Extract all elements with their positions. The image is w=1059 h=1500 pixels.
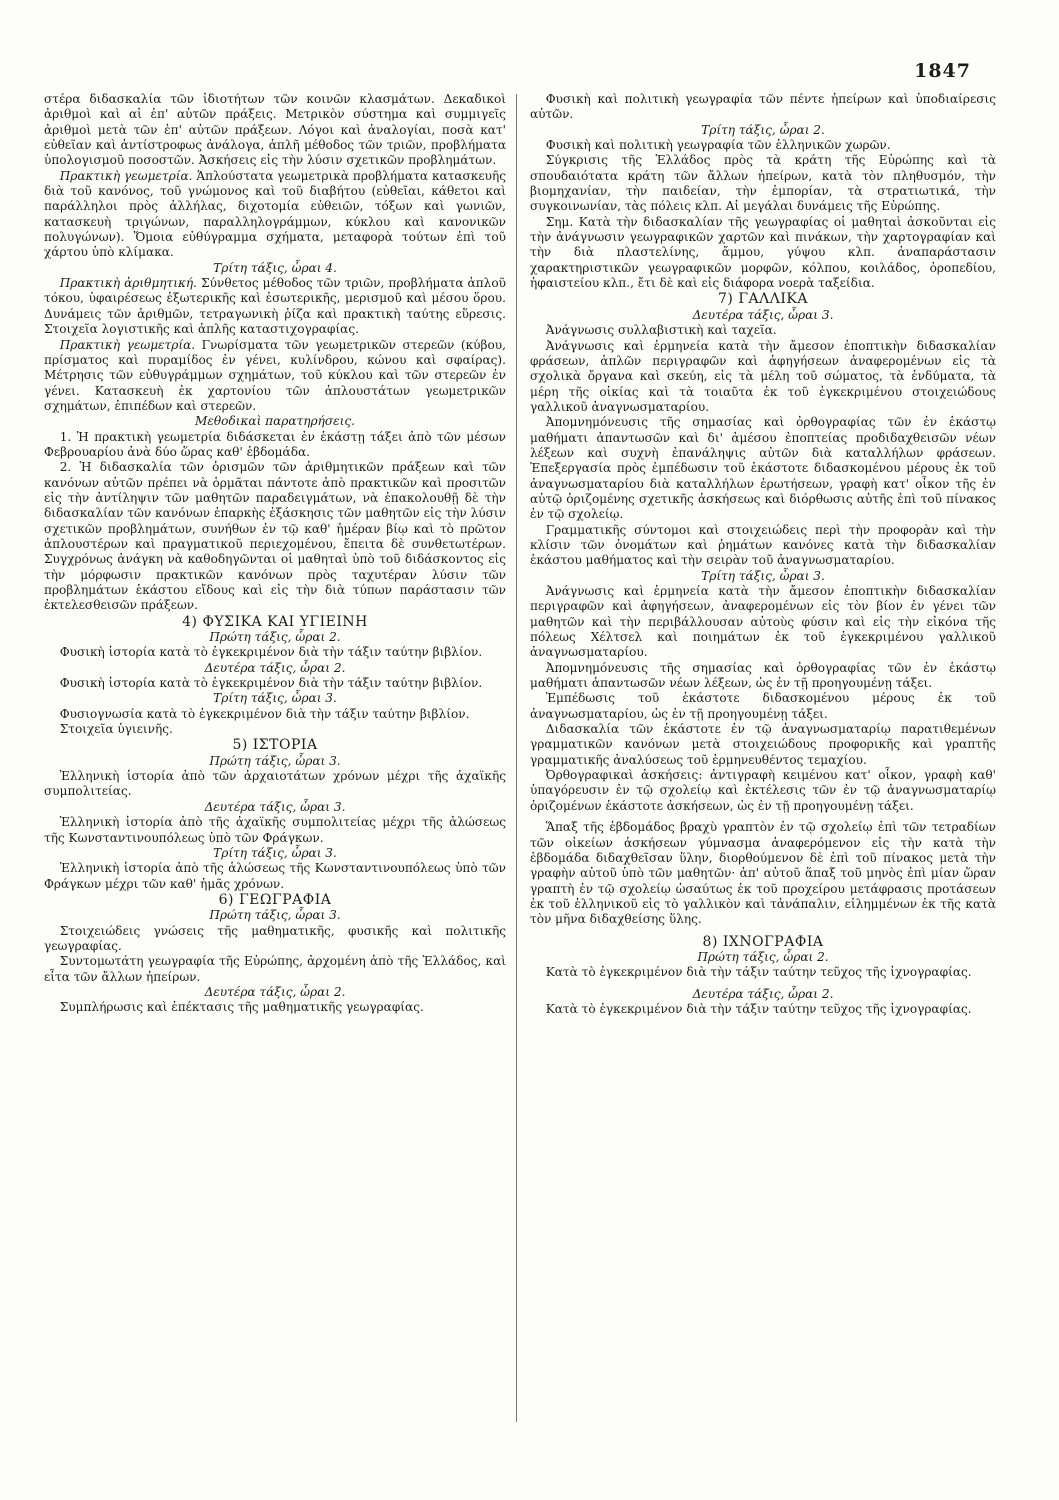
- paragraph: Κατὰ τὸ ἐγκεκριμένον διὰ τὴν τάξιν ταύτην τεῦχος τῆς ἰχνογραφίας.: [545, 965, 972, 980]
- paragraph: Ἑλληνικὴ ἱστορία ἀπὸ τῆς ἁλώσεως τῆς Κωνσταντινουπόλεως ὑπὸ τῶν Φράγκων μέχρι τῶν καθ' ἡμᾶς χρόνων.: [44, 861, 506, 891]
- paragraph: Φυσικὴ καὶ πολιτικὴ γεωγραφία τῶν ἑλληνικῶν χωρῶν.: [545, 138, 891, 153]
- paragraph: Στοιχεῖα ὑγιεινῆς.: [59, 722, 173, 737]
- class-heading: Δευτέρα τάξις, ὧραι 2.: [692, 986, 834, 1001]
- paragraph: Φυσικὴ ἱστορία κατὰ τὸ ἐγκεκριμένον διὰ τὴν τάξιν ταύτην βιβλίον.: [59, 645, 483, 660]
- paragraph-text: Ἁπλούστατα γεωμετρικὰ προβλήματα κατασκευῆς διὰ τοῦ κανόνος, τοῦ γνώμονος καὶ τοῦ διαβήτου (εὐθεῖαι, κάθετοι καὶ παράλληλοι πρὸς ἀλλήλας, διχοτομία εὐθειῶν, τόξων καὶ γωνιῶν, κατασκευὴ τριγώνων, παραλληλογράμμων, κύκλου καὶ κανονικῶν πολυγώνων). Ὅμοια εὐθύγραμμα σχήματα, μεταφορὰ τούτων ἐπὶ τοῦ χάρτου ὑπὸ κλίμακα.: [44, 168, 506, 260]
- class-heading: Πρώτη τάξις, ὧραι 2.: [209, 630, 341, 645]
- class-heading: Τρίτη τάξις, ὧραι 3.: [701, 568, 825, 583]
- paragraph: Ἀνάγνωσις καὶ ἑρμηνεία κατὰ τὴν ἄμεσον ἐποπτικὴν διδασκαλίαν φράσεων, ἁπλῶν περιγραφῶν καὶ ἀφηγήσεων ἀναφερομένων εἰς τὰ σχολικὰ ὄργανα καὶ σκεύη, εἰς τὰ μέλη τοῦ σώματος, τὰ ἐνδύματα, τὰ μέρη τῆς οἰκίας καὶ τὰ τοιαῦτα ἐκ τοῦ ἐγκεκριμένου στοιχειώδους γαλλικοῦ ἀναγνωσματαρίου.: [530, 338, 996, 414]
- subsection-heading: Μεθοδικαὶ παρατηρήσεις.: [195, 414, 355, 429]
- paragraph: Γραμματικῆς σύντομοι καὶ στοιχειώδεις περὶ τὴν προφορὰν καὶ τὴν κλίσιν τῶν ὀνομάτων καὶ ῥημάτων κανόνες κατὰ τὴν διδασκαλίαν ἑκάστου μαθήματος καὶ τὴν σειρὰν τοῦ ἀναγνωσματαρίου.: [530, 522, 996, 568]
- left-column: [44, 92, 506, 1016]
- paragraph-text: Γνωρίσματα τῶν γεωμετρικῶν στερεῶν (κύβου, πρίσματος καὶ πυραμίδος ἐν γένει, κυλίνδρου, κώνου καὶ σφαίρας). Μέτρησις τῶν εὐθυγράμμων σχημάτων, τοῦ κύκλου καὶ τῶν στερεῶν ἐν γένει. Κατασκευὴ ἐκ χαρτονίου τῶν ἁπλουστάτων γεωμετρικῶν σχημάτων, ἐπιπέδων καὶ στερεῶν.: [44, 337, 506, 413]
- class-heading: Τρίτη τάξις, ὧραι 2.: [701, 122, 825, 137]
- class-heading: Δευτέρα τάξις, ὧραι 3.: [692, 307, 834, 322]
- paragraph: Ἐμπέδωσις τοῦ ἑκάστοτε διδασκομένου μέρους ἐκ τοῦ ἀναγνωσματαρίου, ὡς ἐν τῇ προηγουμένῃ τάξει.: [530, 691, 996, 721]
- paragraph-title: Πρακτικὴ ἀριθμητική.: [59, 276, 197, 291]
- section-heading: 8) ΙΧΝΟΓΡΑΦΙΑ: [702, 933, 824, 950]
- class-heading: Δευτέρα τάξις, ὧραι 3.: [204, 799, 346, 814]
- paragraph: Ἑλληνικὴ ἱστορία ἀπὸ τῶν ἀρχαιοτάτων χρόνων μέχρι τῆς ἀχαϊκῆς συμπολιτείας.: [44, 769, 506, 799]
- section-heading: 5) ΙΣΤΟΡΙΑ: [232, 737, 318, 754]
- section-heading: 6) ΓΕΩΓΡΑΦΙΑ: [218, 891, 332, 908]
- class-heading: Τρίτη τάξις, ὧραι 3.: [213, 691, 337, 706]
- paragraph: Φυσικὴ ἱστορία κατὰ τὸ ἐγκεκριμένον διὰ τὴν τάξιν ταύτην βιβλίον.: [59, 676, 483, 691]
- paragraph: [44, 169, 506, 261]
- paragraph: Ἀπομνημόνευσις τῆς σημασίας καὶ ὀρθογραφίας τῶν ἐν ἑκάστῳ μαθήματι ἀπαντωσῶν καὶ δι' ἀμέσου ἐποπτείας προδιδαχθεισῶν νέων λέξεων καὶ συχνὴ ἐπανάληψις αὐτῶν διὰ καταλλήλων φράσεων. Ἐπεξεργασία πρὸς ἐμπέδωσιν τοῦ ἑκάστοτε διδασκομένου μέρους ἐκ τοῦ ἀναγνωσματαρίου διὰ καταλλήλων ἐρωτήσεων, γραφὴ κατ' οἶκον τῆς ἐν αὐτῷ ὁριζομένης σχετικῆς ἀσκήσεως καὶ διόρθωσις αὐτῆς ἐπὶ τοῦ πίνακος ἐν τῷ σχολείῳ.: [530, 415, 996, 522]
- paragraph: Κατὰ τὸ ἐγκεκριμένον διὰ τὴν τάξιν ταύτην τεῦχος τῆς ἰχνογραφίας.: [545, 1001, 972, 1016]
- paragraph: Διδασκαλία τῶν ἑκάστοτε ἐν τῷ ἀναγνωσματαρίῳ παρατιθεμένων γραμματικῶν κανόνων μετὰ στοιχειώδους προφορικῆς καὶ γραπτῆς γραμματικῆς ἀναλύσεως τοῦ ἑρμηνευθέντος τεμαχίου.: [530, 722, 996, 767]
- paragraph: Συντομωτάτη γεωγραφία τῆς Εὐρώπης, ἀρχομένη ἀπὸ τῆς Ἑλλάδος, καὶ εἶτα τῶν ἄλλων ἠπείρων.: [44, 954, 506, 984]
- paragraph: Ἅπαξ τῆς ἑβδομάδος βραχὺ γραπτὸν ἐν τῷ σχολείῳ ἐπὶ τῶν τετραδίων τῶν οἰκείων ἀσκήσεων γύμνασμα ἀναφερόμενον εἰς τὴν κατὰ τὴν ἑβδομάδα διδαχθεῖσαν ὕλην, διορθούμενον δὲ ἐπὶ τοῦ πίνακος μετὰ τὴν γραφὴν αὐτοῦ ὑπὸ τῶν μαθητῶν· ἀπ' αὐτοῦ ἅπαξ τοῦ μηνὸς ἐπὶ μίαν ὥραν γραπτὴ ἐν τῷ σχολείῳ ὡσαύτως ἐκ τοῦ προχείρου μετάφρασις προτάσεων ἐκ τοῦ ἑλληνικοῦ εἰς τὸ γαλλικὸν καὶ τἀνάπαλιν, εἰλημμένων ἐκ τῆς κατὰ τὸν μῆνα διδαχθείσης ὕλης.: [530, 820, 996, 927]
- paragraph: Σύγκρισις τῆς Ἑλλάδος πρὸς τὰ κράτη τῆς Εὐρώπης καὶ τὰ σπουδαιότατα κράτη τῶν ἄλλων ἠπείρων, κατὰ τὸν πληθυσμόν, τὴν βιομηχανίαν, τὴν παιδείαν, τὴν ἐμπορίαν, τὰ στρατιωτικά, τὴν συγκοινωνίαν, τὰς πόλεις κλπ. Αἱ μεγάλαι δυνάμεις τῆς Εὐρώπης.: [530, 153, 996, 214]
- paragraph: 2. Ἡ διδασκαλία τῶν ὁρισμῶν τῶν ἀριθμητικῶν πράξεων καὶ τῶν κανόνων αὐτῶν πρέπει νὰ ὁρμᾶται πάντοτε ἀπὸ πρακτικῶν καὶ προσιτῶν εἰς τὴν ἀντίληψιν τῶν μαθητῶν παραδειγμάτων, νὰ ἐπακολουθῇ δὲ τὴν διδασκαλίαν τῶν κανόνων ἐπαρκὴς ἐξάσκησις τῶν μαθητῶν εἰς τὴν λύσιν σχετικῶν προβλημάτων, συνήθων ἐν τῷ καθ' ἡμέραν βίῳ καὶ τὸ πρῶτον ἁπλουστέρων καὶ πραγματικοῦ περιεχομένου, ἔπειτα δὲ συνθετωτέρων. Συγχρόνως ἀνάγκη νὰ καθοδηγῶνται οἱ μαθηταὶ ὑπὸ τοῦ διδάσκοντος εἰς τὴν μόρφωσιν πρακτικῶν κανόνων πρὸς ταχυτέραν λύσιν τῶν προβλημάτων ἑκάστου εἴδους καὶ εἰς τὴν διὰ τύπων παράστασιν τῶν ἐκτελεσθεισῶν πράξεων.: [44, 460, 506, 613]
- section-heading: 4) ΦΥΣΙΚΑ ΚΑΙ ΥΓΙΕΙΝΗ: [182, 613, 368, 630]
- class-heading: Πρώτη τάξις, ὧραι 3.: [209, 753, 341, 768]
- class-heading: Τρίτη τάξις, ὧραι 4.: [213, 260, 337, 275]
- paragraph-title: Πρακτικὴ γεωμετρία.: [59, 168, 193, 183]
- paragraph: [44, 338, 506, 415]
- note-paragraph: Σημ. Κατὰ τὴν διδασκαλίαν τῆς γεωγραφίας οἱ μαθηταὶ ἀσκοῦνται εἰς τὴν ἀνάγνωσιν γεωγραφικῶν χαρτῶν καὶ πινάκων, τὴν χαρτογραφίαν καὶ τὴν διὰ πλαστελίνης, ἄμμου, γύψου κλπ. ἀναπαράστασιν χαρακτηριστικῶν γεωγραφικῶν μορφῶν, κόλπου, κοιλάδος, ὀροπεδίου, ἡφαιστείου κλπ., ἔτι δὲ καὶ εἰς διάφορα νοερὰ ταξείδια.: [530, 214, 996, 291]
- page-number: 1847: [914, 60, 971, 82]
- paragraph: Ἀνάγνωσις καὶ ἑρμηνεία κατὰ τὴν ἄμεσον ἐποπτικὴν διδασκαλίαν περιγραφῶν καὶ ἀφηγήσεων, ἀναφερομένων εἰς τὸν βίον ἐν γένει τῶν μαθητῶν καὶ τὴν περιβάλλουσαν αὐτοὺς φύσιν καὶ εἰς τὴν εἰκόνα τῆς πόλεως Χέλτσελ καὶ ποιημάτων ἐκ τοῦ ἐγκεκριμένου γαλλικοῦ ἀναγνωσματαρίου.: [530, 584, 996, 660]
- class-heading: Δευτέρα τάξις, ὧραι 2.: [204, 984, 346, 999]
- class-heading: Πρώτη τάξις, ὧραι 3.: [209, 908, 341, 923]
- class-heading: Τρίτη τάξις, ὧραι 3.: [213, 845, 337, 860]
- class-heading: Δευτέρα τάξις, ὧραι 2.: [204, 660, 346, 675]
- column-divider: [516, 94, 517, 1422]
- paragraph: Συμπλήρωσις καὶ ἐπέκτασις τῆς μαθηματικῆς γεωγραφίας.: [59, 1000, 424, 1015]
- paragraph: Φυσιογνωσία κατὰ τὸ ἐγκεκριμένον διὰ τὴν τάξιν ταύτην βιβλίον.: [59, 706, 470, 721]
- paragraph-title: Πρακτικὴ γεωμετρία.: [59, 337, 196, 352]
- section-heading: 7) ΓΑΛΛΙΚΑ: [718, 291, 808, 308]
- right-column: [530, 92, 996, 1017]
- paragraph: Φυσικὴ καὶ πολιτικὴ γεωγραφία τῶν πέντε ἠπείρων καὶ ὑποδιαίρεσις αὐτῶν.: [530, 92, 996, 122]
- paragraph: 1. Ἡ πρακτικὴ γεωμετρία διδάσκεται ἐν ἑκάστῃ τάξει ἀπὸ τῶν μέσων Φεβρουαρίου ἀνὰ δύο ὥρας καθ' ἑβδομάδα.: [44, 429, 506, 459]
- paragraph: [44, 276, 506, 337]
- class-heading: Πρώτη τάξις, ὧραι 2.: [697, 949, 829, 964]
- paragraph: Ὀρθογραφικαὶ ἀσκήσεις: ἀντιγραφὴ κειμένου κατ' οἶκον, γραφὴ καθ' ὑπαγόρευσιν ἐν τῷ σχολείῳ καὶ ἐκτέλεσις τῶν ἐν τῷ ἀναγνωσματαρίῳ ὁριζομένων ἑκάστοτε ἀσκήσεων, ὡς ἐν τῇ προηγουμένῃ τάξει.: [530, 768, 996, 813]
- paragraph: Ἑλληνικὴ ἱστορία ἀπὸ τῆς ἀχαϊκῆς συμπολιτείας μέχρι τῆς ἁλώσεως τῆς Κωνσταντινουπόλεως ὑπὸ τῶν Φράγκων.: [44, 815, 506, 845]
- paragraph: Ἀπομνημόνευσις τῆς σημασίας καὶ ὀρθογραφίας τῶν ἐν ἑκάστῳ μαθήματι ἀπαντωσῶν νέων λέξεων, ὡς ἐν τῇ προηγουμένῃ τάξει.: [530, 660, 996, 691]
- paragraph: στέρα διδασκαλία τῶν ἰδιοτήτων τῶν κοινῶν κλασμάτων. Δεκαδικοὶ ἀριθμοὶ καὶ αἱ ἐπ' αὐτῶν πράξεις. Μετρικὸν σύστημα καὶ συμμιγεῖς ἀριθμοὶ μετὰ τῶν ἐπ' αὐτῶν πράξεων. Λόγοι καὶ ἀναλογίαι, ποσὰ κατ' εὐθεῖαν καὶ ἀντίστροφως ἀνάλογα, ἁπλῆ μέθοδος τῶν τριῶν, προβλήματα ὑπολογισμοῦ ποσοστῶν. Ἀσκήσεις εἰς τὴν λύσιν σχετικῶν προβλημάτων.: [44, 92, 506, 168]
- paragraph-text: Σύνθετος μέθοδος τῶν τριῶν, προβλήματα ἁπλοῦ τόκου, ὑφαιρέσεως ἐξωτερικῆς καὶ ἐσωτερικῆς, μερισμοῦ καὶ μέσου ὅρου. Δυνάμεις τῶν ἀριθμῶν, τετραγωνικὴ ῥίζα καὶ πρακτικὴ ταύτης εὕρεσις. Στοιχεῖα λογιστικῆς καὶ ἁπλῆς καταστιχογραφίας.: [44, 276, 506, 337]
- paragraph: Στοιχειώδεις γνώσεις τῆς μαθηματικῆς, φυσικῆς καὶ πολιτικῆς γεωγραφίας.: [44, 923, 506, 953]
- paragraph: Ἀνάγνωσις συλλαβιστικὴ καὶ ταχεῖα.: [545, 323, 777, 338]
